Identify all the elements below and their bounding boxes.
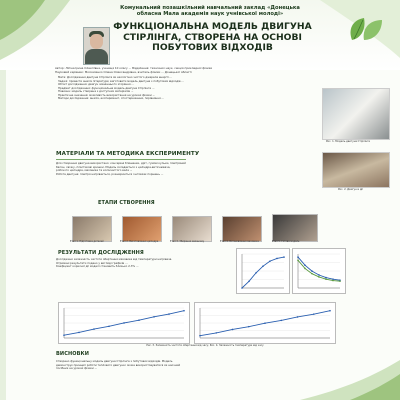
intro-line: Предмет дослідження: функціональна модель двигуна Стірлінга ... [58, 85, 155, 90]
intro-line: Практичне значення: можливість використання на уроках фізики ... [58, 92, 156, 97]
stage-5-photo [272, 214, 318, 242]
chart-temperature-vs-time [292, 248, 346, 294]
materials-line: балон, свічку, пластикові кришки. Модель складається з циліндра-витіснювача, [56, 164, 171, 169]
poster-title [105, 22, 320, 54]
data-point [199, 335, 201, 337]
intro-line: Мета: Дослідження двигуна Стірлінга як екологічно чистого джерела енергії ... [58, 75, 172, 79]
title-line-2: СТІРЛІНГА, СТВОРЕНА НА ОСНОВІ [123, 31, 302, 43]
materials-text [56, 162, 318, 176]
materials-line: робочого циліндра, маховика та колінчастого вала ... [56, 168, 133, 172]
data-point [311, 273, 313, 275]
data-point [138, 319, 140, 321]
data-point [318, 274, 320, 276]
chart-linear-2 [194, 302, 336, 344]
data-point [339, 280, 341, 282]
materials-line: Робота двигуна: повітря нагрівається, розширюється і штовхає поршень ... [56, 171, 164, 176]
title-line-1: ФУНКЦІОНАЛЬНА МОДЕЛЬ ДВИГУНА [113, 21, 312, 32]
data-point [264, 322, 266, 324]
series-line [298, 260, 340, 281]
authors-block [55, 67, 375, 74]
organization-name [110, 5, 310, 17]
chart-caption-right: Рис. 4. Залежність температури від часу [209, 344, 264, 347]
results-text [56, 258, 232, 269]
section-heading-conclusions: ВИСНОВКИ [56, 351, 89, 357]
figure-1-caption: Рис. 1. Модель двигуна Стірлінга [326, 140, 370, 143]
data-point [325, 278, 327, 280]
data-point [123, 322, 125, 324]
data-point [93, 328, 95, 330]
stage-caption: Етап 5. Готова модель [272, 240, 300, 243]
authors-line-1: Автор: Ліпіна Ірина Олексіївна, учениця 10 класу ... Відділення: технічних наук, секція прикладної фізики [55, 66, 213, 70]
figure-2-caption: Рис. 2. Двигун в дії [338, 188, 363, 191]
section-heading-materials: МАТЕРІАЛИ ТА МЕТОДИКА ЕКСПЕРИМЕНТУ [56, 151, 200, 157]
materials-line: Для створення двигуна використано: консервні бляшанки, дріт, гумові кульки, повітряний [56, 161, 186, 165]
chart-linear-1 [58, 302, 190, 344]
results-line: Досліджено залежність частоти обертання маховика від температури нагрівача. [56, 257, 173, 261]
intro-line: Методи дослідження: аналіз, експеримент, спостереження, порівняння ... [58, 96, 165, 100]
leaf-logo-icon [344, 14, 386, 44]
data-point [248, 326, 250, 328]
chart-caption: Рис. 3. Залежність частоти обертання від часу; Рис. 4. Залежність температури від часу [146, 344, 264, 347]
stage-caption: Етап 3. Збирання механізму [170, 240, 205, 243]
stage-caption: Етап 1. Підготовка деталей [70, 240, 104, 243]
data-point [318, 276, 320, 278]
results-line: Коефіцієнт корисної дії моделі становить близько 2-3% ... [56, 264, 139, 268]
data-point [232, 329, 234, 331]
conclusions-line: Створено функціональну модель двигуна Стірлінга з побутових відходів. Модель [56, 359, 173, 363]
stage-1-photo [72, 216, 112, 242]
chart-caption-left: Рис. 3. Залежність частоти обертання від часу [146, 344, 209, 347]
stage-caption: Етап 4. Встановлення маховика [220, 240, 259, 243]
figure-engine-model-photo [322, 88, 390, 140]
stage-2-photo [122, 216, 162, 242]
stage-3-photo [172, 216, 212, 242]
left-decorative-strip [0, 70, 6, 400]
data-point [304, 264, 306, 266]
title-line-3: ПОБУТОВИХ ВІДХОДІВ [152, 42, 273, 54]
data-point [283, 256, 285, 258]
series-line [242, 257, 284, 288]
conclusions-line: демонструє принцип роботи теплового двигуна і може використовуватися як наочний [56, 362, 181, 367]
data-point [168, 313, 170, 315]
authors-line-2: Науковий керівник: Москаленко Олена Олександрівна, вчитель фізики ... Донецької області [55, 69, 192, 74]
data-point [297, 256, 299, 258]
data-point [248, 280, 250, 282]
data-point [183, 310, 185, 312]
section-heading-stages: ЕТАПИ СТВОРЕННЯ [98, 200, 155, 206]
results-line: Отримані результати подано у вигляді графіків ... [56, 260, 128, 265]
figure-engine-running-photo [322, 152, 390, 188]
data-point [325, 277, 327, 279]
data-point [297, 316, 299, 318]
intro-line: Новизна: модель створена з доступних матеріалів ... [58, 89, 134, 93]
intro-line: Об'єкт дослідження: двигун зовнішнього згоряння ... [58, 82, 134, 86]
data-point [215, 332, 217, 334]
stage-caption: Етап 2. Виготовлення циліндра [120, 240, 159, 243]
data-point [255, 272, 257, 274]
data-point [241, 287, 243, 289]
data-point [63, 334, 65, 336]
org-line-2: обласна Мала академія наук учнівської молоді» [136, 11, 284, 18]
data-point [262, 265, 264, 267]
intro-text [58, 76, 316, 101]
data-point [313, 313, 315, 315]
conclusions-line: посібник на уроках фізики ... [56, 366, 98, 370]
intro-line: Задачі: провести аналіз літератури; виготовити модель двигуна з побутових відходів ... [58, 78, 184, 83]
data-point [304, 268, 306, 270]
org-line-1: Комунальний позашкільний навчальний заклад «Донецька [120, 5, 300, 11]
chart-speed-vs-time [236, 248, 290, 294]
footer-wave-decoration [0, 360, 400, 400]
data-point [276, 258, 278, 260]
data-point [108, 326, 110, 328]
data-point [311, 270, 313, 272]
data-point [78, 332, 80, 334]
data-point [297, 260, 299, 262]
stage-4-photo [222, 216, 262, 242]
section-underline [56, 159, 186, 160]
section-heading-results: РЕЗУЛЬТАТИ ДОСЛІДЖЕННЯ [58, 250, 144, 256]
data-point [153, 316, 155, 318]
data-point [332, 280, 334, 282]
data-point [269, 260, 271, 262]
data-point [329, 310, 331, 312]
data-point [280, 320, 282, 322]
